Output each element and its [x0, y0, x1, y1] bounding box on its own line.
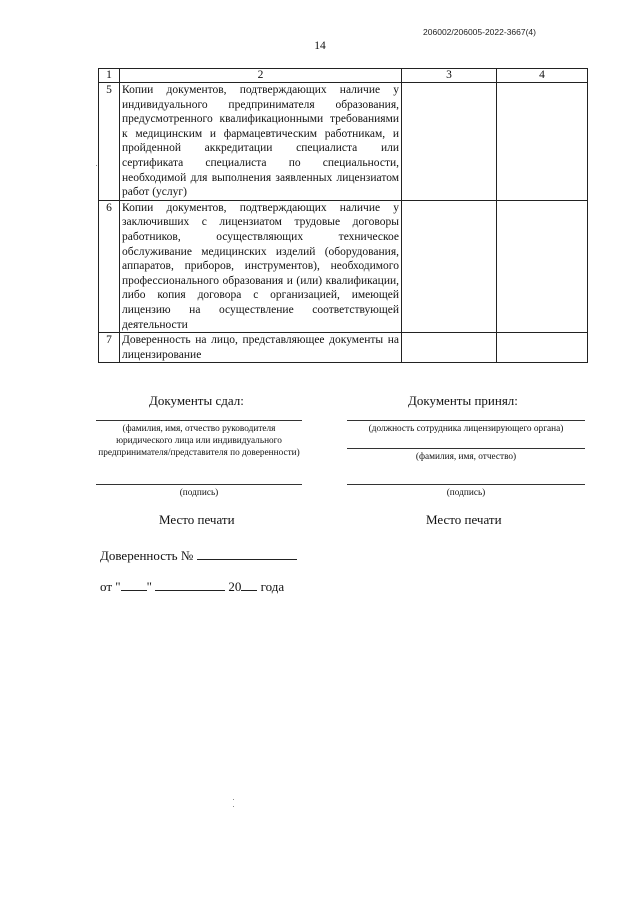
official-signature-line	[347, 484, 585, 485]
official-name-line	[347, 448, 585, 449]
power-of-attorney-line	[100, 547, 297, 564]
submitter-signature-caption: (подпись)	[179, 488, 219, 498]
column-header: 4	[497, 69, 588, 83]
scan-speck	[233, 806, 234, 807]
date-year-prefix: 20	[228, 579, 242, 594]
date-year-suffix: года	[260, 579, 285, 594]
date-quote-close: "	[146, 579, 152, 594]
page-number: 14	[314, 40, 326, 52]
date-from-label: от "	[100, 579, 121, 594]
row-number: 5	[99, 83, 120, 201]
submitter-stamp-label: Место печати	[159, 512, 235, 527]
scan-speck	[96, 165, 97, 166]
table-row	[99, 333, 588, 363]
submitted-title: Документы сдал:	[149, 393, 244, 408]
row-cell-3	[402, 200, 497, 332]
submitter-name-caption: (фамилия, имя, отчество руководителя юридического лица или индивидуального предпринимателя/представителя по доверенности)	[98, 424, 300, 458]
accepted-title: Документы принял:	[408, 393, 518, 408]
row-cell-4	[497, 83, 588, 201]
power-of-attorney-label: Доверенность №	[100, 548, 194, 563]
table-header-row	[99, 69, 588, 83]
date-day-blank	[121, 578, 147, 591]
row-number: 7	[99, 333, 120, 363]
submitter-name-line	[96, 420, 302, 421]
document-id: 206002/206005-2022-3667(4)	[423, 27, 536, 37]
row-cell-3	[402, 83, 497, 201]
official-position-caption: (должность сотрудника лицензирующего органа)	[368, 424, 564, 434]
row-number: 6	[99, 200, 120, 332]
row-text: Копии документов, подтверждающих наличие у заключивших с лицензиатом трудовые договоры работников, осуществляющих техническое обслуживание медицинских изделий (оборудования, аппаратов, приборов, инструментов), необходимого профессионального образования и (или) квалификации, либо копия договора с организацией, имеющей лицензию на осуществление соответствующей деятельности	[120, 200, 402, 332]
submitter-signature-line	[96, 484, 302, 485]
official-signature-caption: (подпись)	[446, 488, 486, 498]
date-month-blank	[155, 578, 225, 591]
date-year-blank	[241, 578, 257, 591]
column-header: 1	[99, 69, 120, 83]
table-row	[99, 83, 588, 201]
row-cell-3	[402, 333, 497, 363]
row-cell-4	[497, 200, 588, 332]
official-position-line	[347, 420, 585, 421]
column-header: 3	[402, 69, 497, 83]
scan-speck	[233, 799, 234, 800]
date-line	[100, 578, 284, 595]
power-of-attorney-number-blank	[197, 547, 297, 560]
official-stamp-label: Место печати	[426, 512, 502, 527]
column-header: 2	[120, 69, 402, 83]
row-cell-4	[497, 333, 588, 363]
official-name-caption: (фамилия, имя, отчество)	[415, 452, 517, 462]
row-text: Копии документов, подтверждающих наличие у индивидуального предпринимателя образования, предусмотренного квалификационными требованиями к медицинским и фармацевтическим работникам, и пройденной аккредитации специалиста или сертификата специалиста по специальности, необходимой для выполнения заявленных лицензиатом работ (услуг)	[120, 83, 402, 201]
table-row	[99, 200, 588, 332]
documents-table	[98, 68, 588, 363]
row-text: Доверенность на лицо, представляющее документы на лицензирование	[120, 333, 402, 363]
